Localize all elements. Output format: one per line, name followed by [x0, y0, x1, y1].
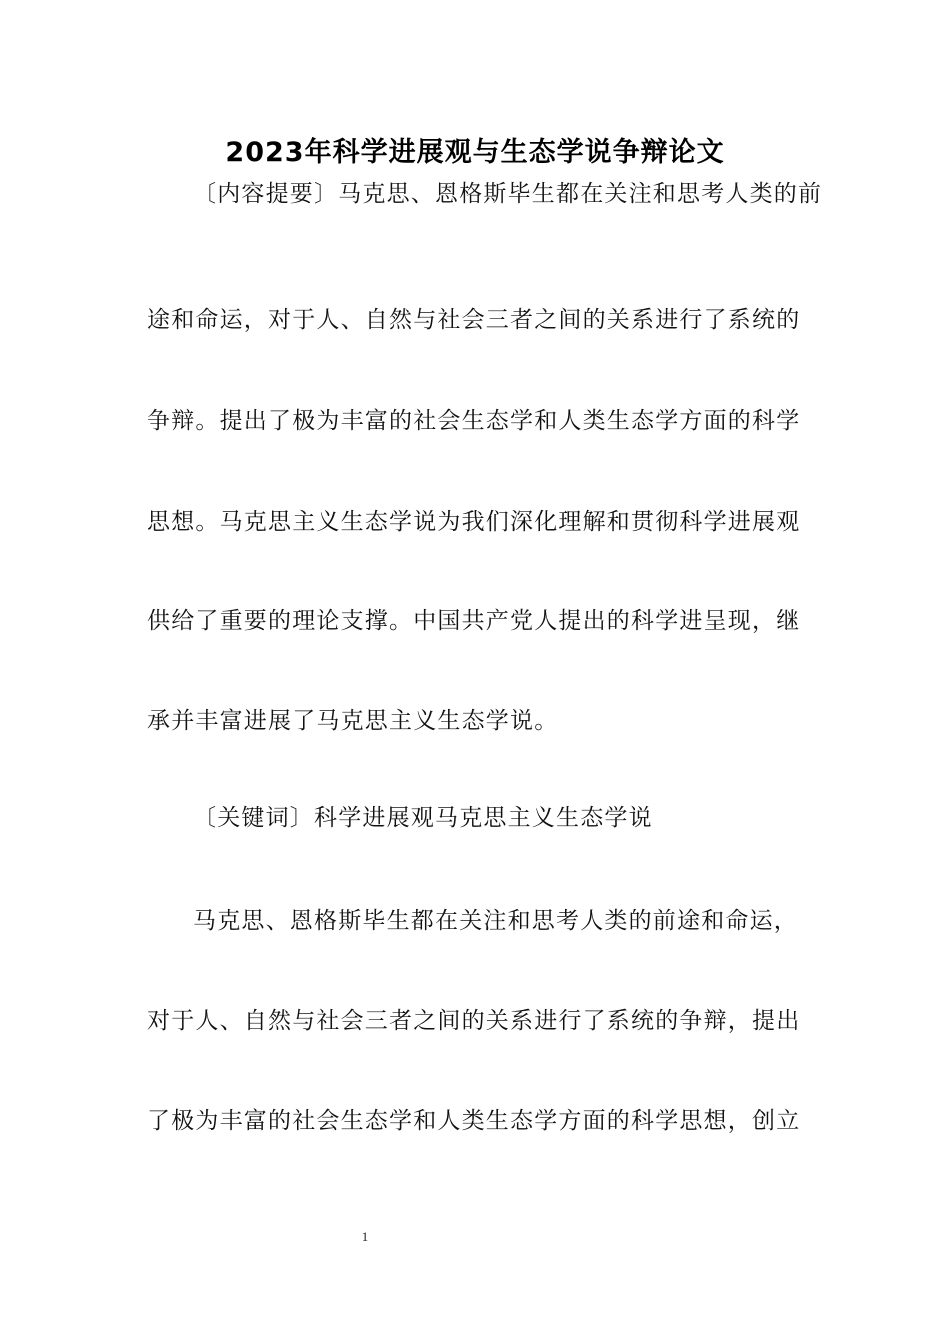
abstract-line: 〔内容提要〕马克思、恩格斯毕生都在关注和思考人类的前	[193, 181, 823, 207]
abstract-line: 承并丰富进展了马克思主义生态学说。	[147, 708, 559, 734]
document-title: 2023年科学进展观与生态学说争辩论文	[225, 137, 725, 168]
body-paragraph-line: 了极为丰富的社会生态学和人类生态学方面的科学思想，创立	[147, 1108, 801, 1134]
abstract-line: 争辩。提出了极为丰富的社会生态学和人类生态学方面的科学	[147, 408, 801, 434]
abstract-line: 思想。马克思主义生态学说为我们深化理解和贯彻科学进展观	[147, 509, 801, 535]
keywords-line: 〔关键词〕科学进展观马克思主义生态学说	[193, 805, 653, 831]
abstract-line: 供给了重要的理论支撑。中国共产党人提出的科学进呈现，继	[147, 608, 801, 634]
body-paragraph-line: 马克思、恩格斯毕生都在关注和思考人类的前途和命运，	[193, 908, 798, 934]
abstract-line: 途和命运，对于人、自然与社会三者之间的关系进行了系统的	[147, 307, 801, 333]
body-paragraph-line: 对于人、自然与社会三者之间的关系进行了系统的争辩，提出	[147, 1008, 801, 1034]
page-number: 1	[361, 1229, 369, 1244]
